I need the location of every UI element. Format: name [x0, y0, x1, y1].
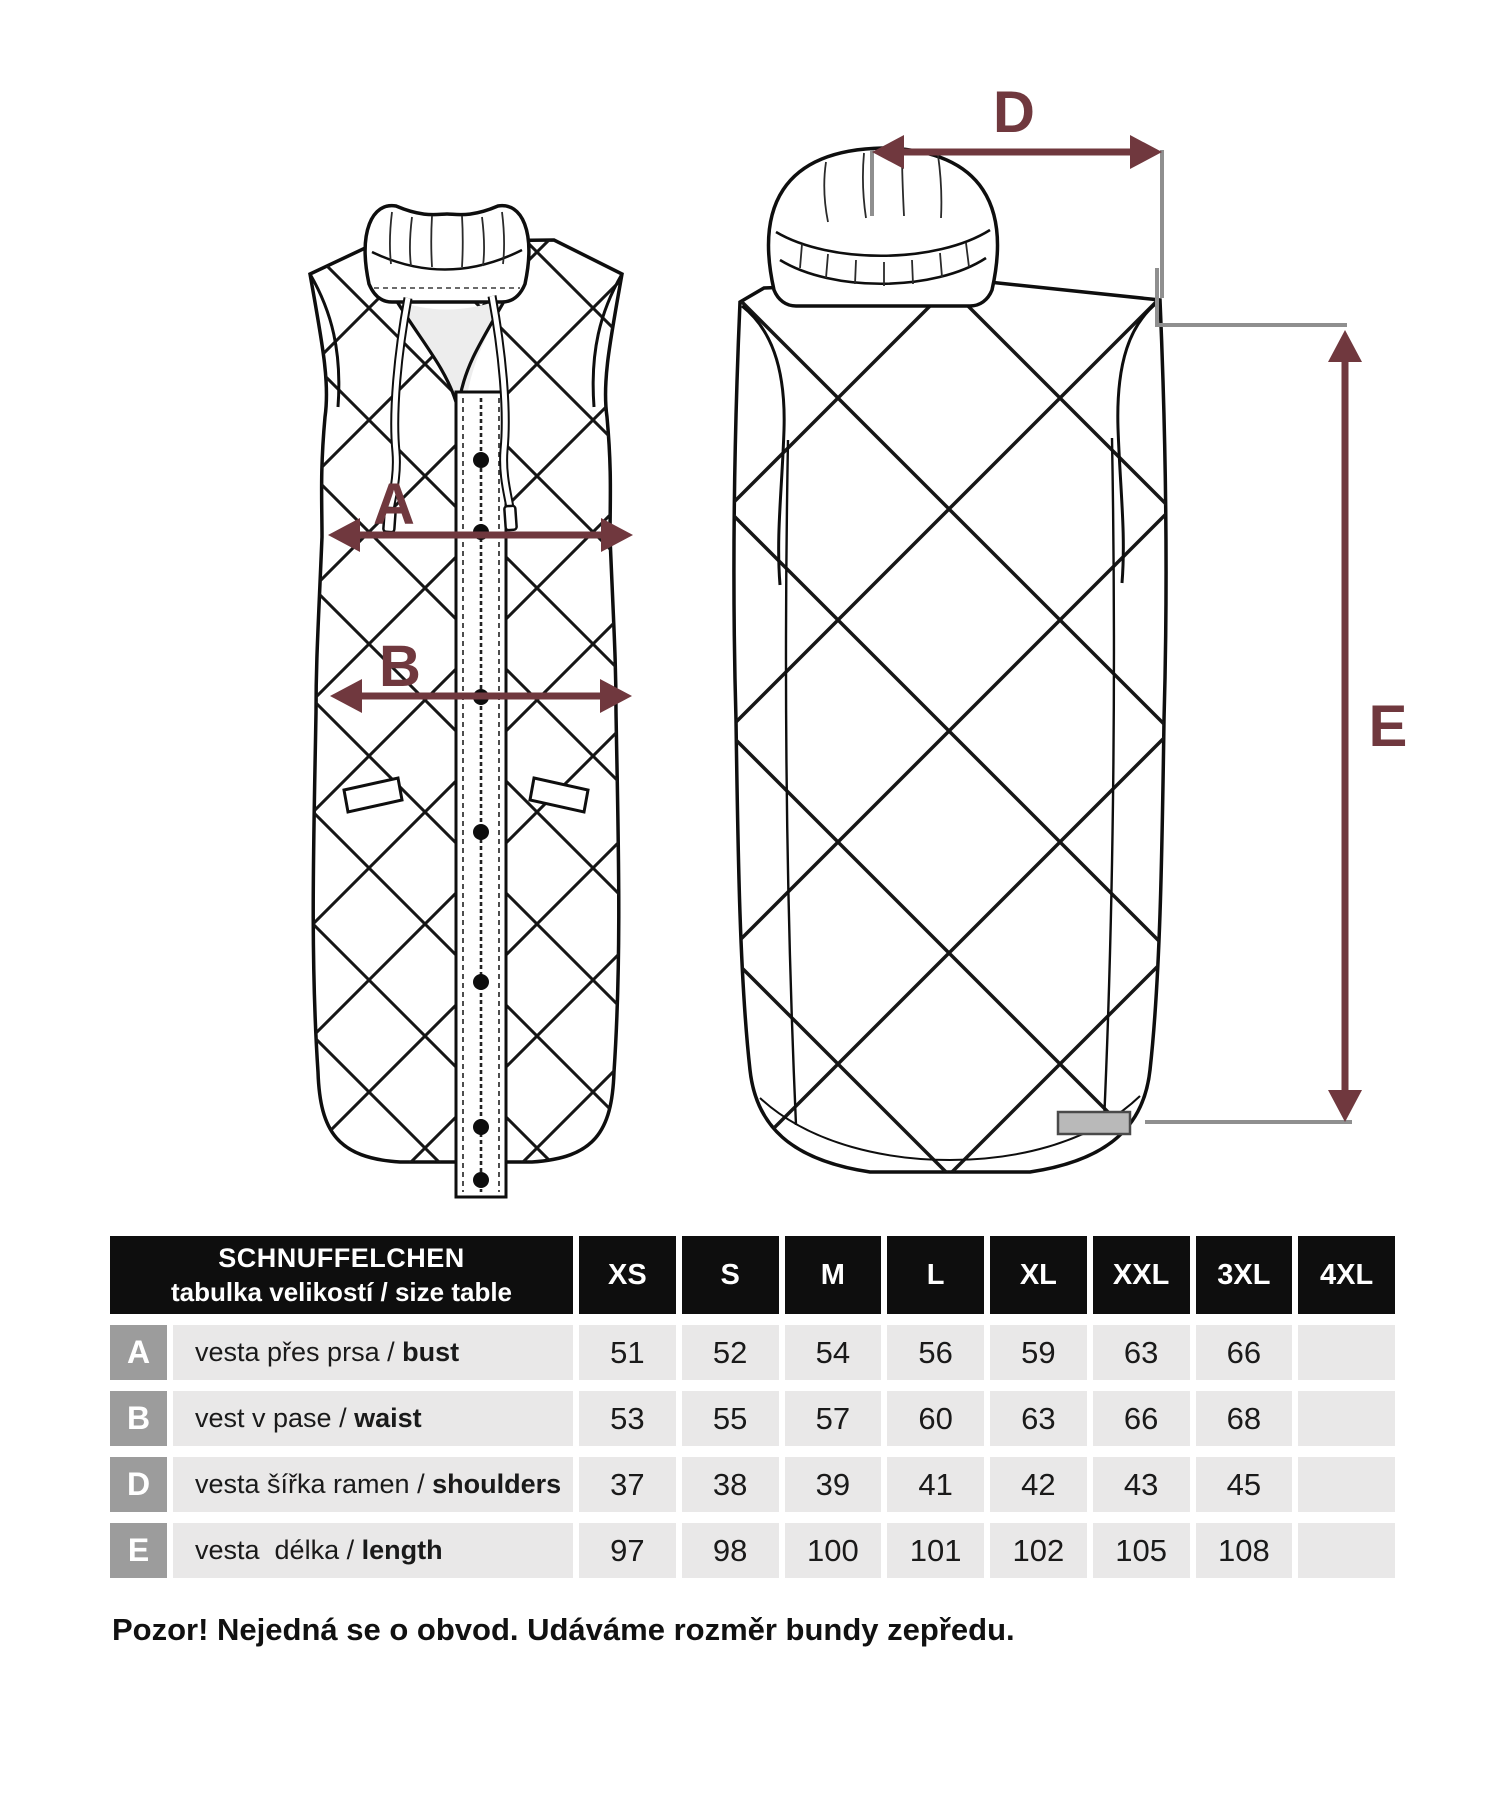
- brand-name: SCHNUFFELCHEN: [218, 1242, 465, 1273]
- size-value-cell: [1298, 1325, 1395, 1380]
- size-value-cell: 63: [1093, 1325, 1190, 1380]
- row-label-en: waist: [354, 1403, 422, 1433]
- row-label-cs: vest v pase /: [195, 1403, 355, 1433]
- row-key-badge-d: D: [110, 1457, 167, 1512]
- row-label-en: length: [361, 1535, 443, 1565]
- size-col-header-xl: XL: [990, 1236, 1087, 1314]
- row-label-cs: vesta délka /: [195, 1535, 362, 1565]
- table-title-cell: [110, 1236, 573, 1314]
- size-value-cell: 102: [990, 1523, 1087, 1578]
- note-text: Pozor! Nejedná se o obvod. Udáváme rozměr bundy zepředu.: [112, 1612, 1015, 1647]
- size-value-cell: 37: [579, 1457, 676, 1512]
- row-label-length: [173, 1523, 573, 1578]
- size-value-cell: 101: [887, 1523, 984, 1578]
- size-value-cell: 68: [1196, 1391, 1293, 1446]
- size-value-cell: 45: [1196, 1457, 1293, 1512]
- row-label-cs: vesta přes prsa /: [195, 1337, 403, 1367]
- measure-label-d: D: [993, 80, 1035, 145]
- size-col-header-m: M: [785, 1236, 882, 1314]
- size-value-cell: 57: [785, 1391, 882, 1446]
- measure-label-b: B: [379, 634, 421, 699]
- size-col-header-l: L: [887, 1236, 984, 1314]
- size-col-header-s: S: [682, 1236, 779, 1314]
- size-value-cell: [1298, 1457, 1395, 1512]
- size-value-cell: 97: [579, 1523, 676, 1578]
- size-value-cell: 98: [682, 1523, 779, 1578]
- size-col-header-4xl: 4XL: [1298, 1236, 1395, 1314]
- row-label-en: shoulders: [432, 1469, 562, 1499]
- front-zipper-placket: [456, 392, 506, 1197]
- size-value-cell: [1298, 1523, 1395, 1578]
- size-value-cell: 41: [887, 1457, 984, 1512]
- size-value-cell: 66: [1093, 1391, 1190, 1446]
- size-value-cell: 38: [682, 1457, 779, 1512]
- hem-label-patch: [1058, 1112, 1130, 1134]
- size-value-cell: 108: [1196, 1523, 1293, 1578]
- table-subtitle: tabulka velikostí / size table: [170, 1276, 513, 1307]
- size-value-cell: 43: [1093, 1457, 1190, 1512]
- size-value-cell: 66: [1196, 1325, 1293, 1380]
- row-key-badge-a: A: [110, 1325, 167, 1380]
- row-label-en: bust: [402, 1337, 460, 1367]
- size-value-cell: 52: [682, 1325, 779, 1380]
- size-value-cell: 51: [579, 1325, 676, 1380]
- size-value-cell: 56: [887, 1325, 984, 1380]
- size-value-cell: [1298, 1391, 1395, 1446]
- size-value-cell: 55: [682, 1391, 779, 1446]
- size-value-cell: 42: [990, 1457, 1087, 1512]
- back-hood: [769, 148, 998, 306]
- row-label-shoulders: [173, 1457, 573, 1512]
- row-label-waist: [173, 1391, 573, 1446]
- size-col-header-3xl: 3XL: [1196, 1236, 1293, 1314]
- size-value-cell: 60: [887, 1391, 984, 1446]
- arrow-e: [1328, 330, 1407, 1122]
- front-collar: [365, 206, 529, 302]
- size-value-cell: 39: [785, 1457, 882, 1512]
- size-value-cell: 53: [579, 1391, 676, 1446]
- size-value-cell: 105: [1093, 1523, 1190, 1578]
- size-col-header-xs: XS: [579, 1236, 676, 1314]
- size-value-cell: 54: [785, 1325, 882, 1380]
- size-value-cell: 59: [990, 1325, 1087, 1380]
- row-label-cs: vesta šířka ramen /: [195, 1469, 433, 1499]
- measure-label-a: A: [373, 472, 415, 537]
- size-col-header-xxl: XXL: [1093, 1236, 1190, 1314]
- measure-label-e: E: [1368, 694, 1408, 759]
- vest-back-illustration: [710, 148, 1190, 1200]
- row-key-badge-e: E: [110, 1523, 167, 1578]
- size-value-cell: 63: [990, 1391, 1087, 1446]
- size-table: [110, 1236, 1395, 1578]
- size-value-cell: 100: [785, 1523, 882, 1578]
- row-label-bust: [173, 1325, 573, 1380]
- row-key-badge-b: B: [110, 1391, 167, 1446]
